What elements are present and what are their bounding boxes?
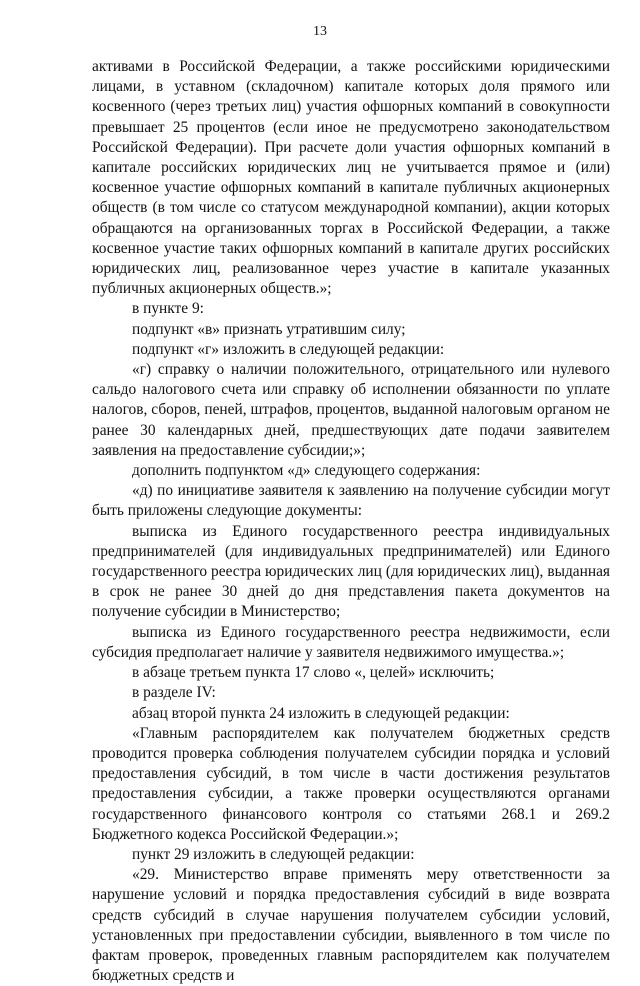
paragraph-subitem-g-intro: подпункт «г» изложить в следующей редакции: — [132, 340, 445, 358]
paragraph-egrn-extract: выписка из Единого государственного реестра недвижимости, если субсидия предполагает наличие у заявителя недвижимого имущества.»; — [92, 623, 610, 661]
paragraph-continuation: активами в Российской Федерации, а также российскими юридическими лицами, в уставном (складочном) капитале которых доля прямого или косвенного (через третьих лиц) участия офшорных компаний в совокупности превышает 25 процентов (если иное не предусмотрено законодательством Российской Федерации). При расчете доли участия офшорных компаний в капитале российских юридических лиц не учитывается прямое и (или) косвенное участие офшорных компаний в капитале публичных акционерных обществ (в том числе со статусом международной компании), акции которых обращаются на организованных торгах в Российской Федерации, а также косвенное участие таких офшорных компаний в капитале других российских юридических лиц, реализованное через участие в капитале указанных публичных акционерных обществ.»; — [92, 58, 610, 298]
paragraph-subitem-d-text: «д) по инициативе заявителя к заявлению на получение субсидии могут быть приложены следующие документы: — [92, 482, 610, 520]
page-number: 13 — [313, 24, 327, 39]
paragraph-subitem-g-text: «г) справку о наличии положительного, отрицательного или нулевого сальдо налогового счета или справку об исполнении обязанности по уплате налогов, сборов, пеней, штрафов, процентов, выданной налоговым органом не ранее 30 календарных дней, предшествующих дате подачи заявителем заявления на предоставление субсидии;»; — [92, 361, 610, 459]
paragraph-item-9: в пункте 9: — [132, 300, 204, 318]
paragraph-section-iv: в разделе IV: — [132, 684, 216, 702]
paragraph-item-29-intro: пункт 29 изложить в следующей редакции: — [132, 845, 415, 863]
paragraph-item-24-intro: абзац второй пункта 24 изложить в следующей редакции: — [132, 704, 510, 722]
paragraph-item-24-text: «Главным распорядителем как получателем бюджетных средств проводится проверка соблюдения получателем субсидии порядка и условий предоставления субсидий, в том числе в части достижения результатов предоставления субсидии, а также проверки осуществляются органами государственного финансового контроля со статьями 268.1 и 269.2 Бюджетного кодекса Российской Федерации.»; — [92, 724, 610, 843]
paragraph-item-29-text: «29. Министерство вправе применять меру ответственности за нарушение условий и порядка предоставления субсидий в виде возврата средств субсидий в случае нарушения получателем субсидии условий, установленных при предоставлении субсидии, выявленного в том числе по фактам проверок, проведенных главным распорядителем как получателем бюджетных средств и — [92, 866, 610, 985]
document-body — [92, 57, 610, 986]
paragraph-item-17: в абзаце третьем пункта 17 слово «, целей» исключить; — [132, 664, 495, 682]
paragraph-egrip-extract: выписка из Единого государственного реестра индивидуальных предпринимателей (для индивидуальных предпринимателей) или Единого государственного реестра юридических лиц (для юридических лиц), выданная в срок не ранее 30 дней до дня представления пакета документов на получение субсидии в Министерство; — [92, 522, 610, 621]
paragraph-subitem-v: подпункт «в» признать утратившим силу; — [132, 320, 406, 338]
paragraph-subitem-d-intro: дополнить подпунктом «д» следующего содержания: — [132, 462, 481, 480]
